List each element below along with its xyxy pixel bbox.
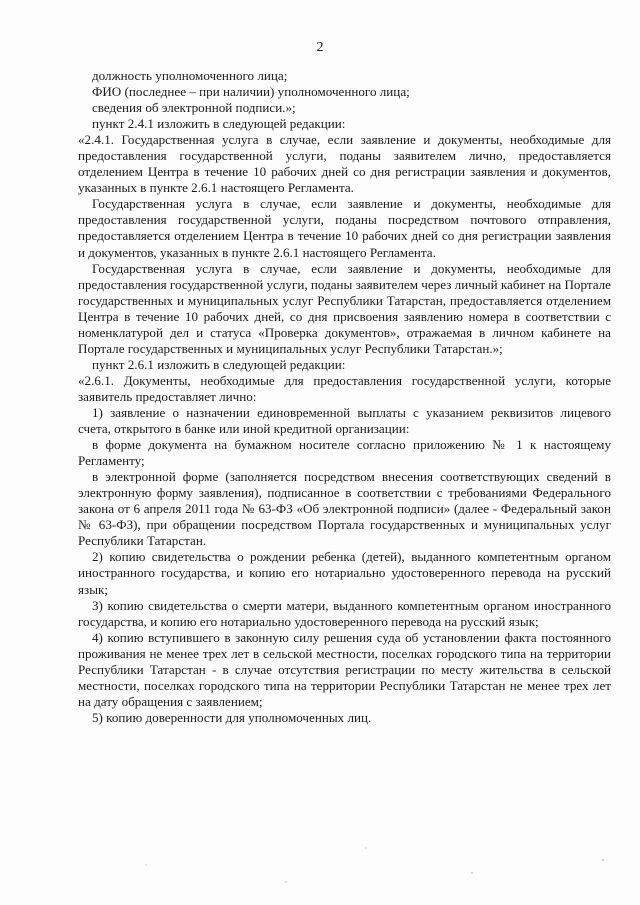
scan-speck [145,864,146,865]
text-line: сведения об электронной подписи.»; [92,100,296,116]
paragraph-amend-2-6-1: пункт 2.6.1 изложить в следующей редакции: [92,356,346,372]
paragraph-postal: Государственная услуга в случае, если заявление и документы, необходимые для предоставления государственной услуги, поданы посредством почтового отправления, предоставляется отделением Центра в течение 10 рабочих дней со дня регистрации заявления и документов, указанных в пункте 2.6.1 настоящего Регламента. [78,196,611,260]
page-number: 2 [316,40,324,55]
list-item-1: 1) заявление о назначении единовременной выплаты с указанием реквизитов лицевого счета, открытого в банке или иной кредитной организации: [78,404,611,437]
list-item-1a: в форме документа на бумажном носителе согласно приложению № 1 к настоящему Регламенту; [78,437,611,469]
list-item-1b: в электронной форме (заполняется посредством внесения соответствующих сведений в электронную форму заявления), подписанное в соответствии с требованиями Федерального закона от 6 апреля 2011 года № 63-ФЗ «Об электронной подписи» (далее - Федеральный закон № 63-ФЗ), при обращении посредством Портала государственных и муниципальных услуг Республики Татарстан. [78,469,611,549]
paragraph-cabinet: Государственная услуга в случае, если заявление и документы, необходимые для предоставления государственной услуги, поданы заявителем через личный кабинет на Портале государственных и муниципальных услуг Республики Татарстан, предоставляется отделением Центра в течение 10 рабочих дней, со дня присвоения заявлению номера в соответствии с номенклатурой дел и статуса «Проверка документов», отражаемая в личном кабинете на Портале государственных и муниципальных услуг Республики Татарстан.»; [78,260,611,356]
list-item-5: 5) копию доверенности для уполномоченных лиц. [92,709,372,725]
scan-speck [285,881,286,882]
list-item-3: 3) копию свидетельства о смерти матери, выданного компетентным органом иностранного государства, и копию его нотариально удостоверенного перевода на русский язык; [78,597,611,629]
text-line: должность уполномоченного лица; [92,68,288,83]
list-item-4: 4) копию вступившего в законную силу решения суда об установлении факта постоянного проживания не менее трех лет в сельской местности, поселках городского типа на территории Республики Татарстан - в случае отсутствия регистрации по месту жительства в сельской местности, поселках городского типа на территории Республики Татарстан не менее трех лет на дату обращения с заявлением; [78,629,611,709]
text-line: ФИО (последнее – при наличии) уполномоченного лица; [92,84,410,100]
scan-speck [602,859,604,861]
text-line: пункт 2.4.1 изложить в следующей редакции: [92,116,346,132]
paragraph-2-6-1: «2.6.1. Документы, необходимые для предоставления государственной услуги, которые заявитель предоставляет лично: [78,372,611,404]
scan-speck [365,847,366,848]
scan-speck [471,872,472,873]
document-body [78,68,611,726]
paragraph-2-4-1: «2.4.1. Государственная услуга в случае, если заявление и документы, необходимые для предоставления государственной услуги, поданы заявителем лично, предоставляется отделением Центра в течение 10 рабочих дней со дня регистрации заявления и документов, указанных в пункте 2.6.1 настоящего Регламента. [78,132,611,196]
list-item-2: 2) копию свидетельства о рождении ребенка (детей), выданного компетентным органом иностранного государства, и копию его нотариально удостоверенного перевода на русский язык; [78,549,611,597]
